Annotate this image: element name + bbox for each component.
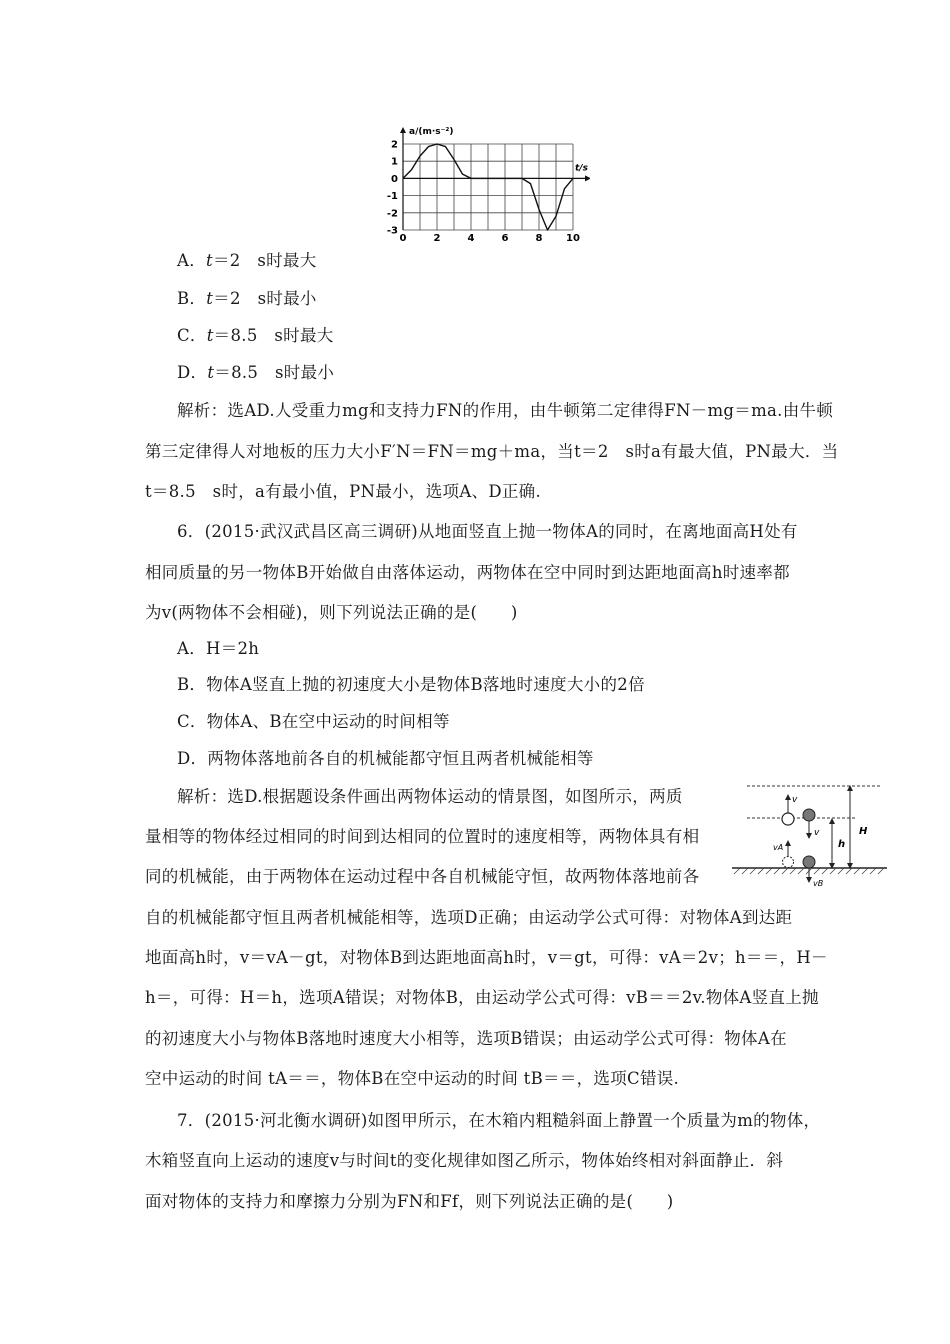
y-axis-label: a/(m·s⁻²) (409, 127, 454, 137)
y-tick-label: 2 (391, 139, 398, 151)
q5-option-d: D．t＝8.5 s时最小 (177, 363, 335, 382)
motion-diagram (722, 780, 892, 890)
y-tick-label: -1 (386, 191, 398, 203)
q5-option-a: A．t＝2 s时最大 (177, 251, 317, 270)
y-tick-label: 0 (391, 173, 398, 185)
label-vb: vB (813, 879, 824, 888)
q6-analysis-line-3: 同的机械能，由于两物体在运动过程中各自机械能守恒，故两物体落地前各 (145, 867, 700, 886)
label-v-top: v (792, 795, 798, 805)
q6-stem-line-1: 6．(2015·武汉武昌区高三调研)从地面竖直上抛一物体A的同时，在离地面高H处有 (177, 522, 798, 541)
x-tick-label: 0 (399, 233, 407, 244)
acceleration-chart (380, 122, 590, 248)
x-tick-label: 4 (467, 233, 475, 244)
chart-svg (380, 122, 590, 248)
q6-option-c: C．物体A、B在空中运动的时间相等 (177, 712, 450, 731)
ball-a-ground (783, 857, 794, 868)
q6-analysis-line-8: 空中运动的时间 tA＝＝，物体B在空中运动的时间 tB＝＝，选项C错误. (145, 1069, 680, 1088)
arrow-v-up-head (785, 794, 791, 800)
label-va: vA (773, 843, 784, 852)
y-tick-label: -3 (386, 225, 398, 237)
motion-diagram-svg (722, 780, 892, 890)
q6-stem-line-3: 为v(两物体不会相碰)，则下列说法正确的是( ) (145, 603, 518, 622)
ball-b-upper (803, 809, 815, 821)
label-v-mid: v (814, 828, 820, 838)
q6-option-d: D．两物体落地前各自的机械能都守恒且两者机械能相等 (177, 749, 594, 768)
x-tick-label: 10 (566, 233, 580, 244)
q6-analysis-line-6: h＝，可得：H＝h，选项A错误；对物体B，由运动学公式可得：vB＝＝2v.物体A竖直上抛 (145, 988, 819, 1007)
q5-analysis-line-2: 第三定律得人对地板的压力大小F′N＝FN＝mg＋ma，当t＝2 s时a有最大值，PN最大．当 (145, 442, 839, 461)
arrow-vb-head (806, 877, 812, 883)
x-tick-label: 6 (501, 233, 509, 244)
q5-analysis-line-1: 解析：选AD.人受重力mg和支持力FN的作用，由牛顿第二定律得FN－mg＝ma.由牛顿 (177, 401, 834, 420)
y-axis-arrow (400, 127, 406, 133)
label-h: h (838, 839, 846, 850)
label-H: H (859, 826, 868, 837)
y-tick-label: 1 (391, 156, 398, 168)
q7-line-1: 7．(2015·河北衡水调研)如图甲所示，在木箱内粗糙斜面上静置一个质量为m的物体， (177, 1111, 821, 1130)
ball-a-hollow (782, 813, 794, 825)
q7-line-2: 木箱竖直向上运动的速度v与时间t的变化规律如图乙所示，物体始终相对斜面静止．斜 (145, 1151, 784, 1170)
q6-analysis-line-2: 量相等的物体经过相同的时间到达相同的位置时的速度相等，两物体具有相 (145, 827, 700, 846)
q6-analysis-line-1: 解析：选D.根据题设条件画出两物体运动的情景图，如图所示，两质 (177, 787, 683, 806)
x-tick-label: 2 (433, 233, 441, 244)
y-tick-label: -2 (386, 208, 398, 220)
q6-option-b: B．物体A竖直上抛的初速度大小是物体B落地时速度大小的2倍 (177, 675, 645, 694)
x-axis-arrow (585, 175, 590, 181)
ball-b-ground (803, 856, 815, 868)
q5-option-c: C．t＝8.5 s时最大 (177, 326, 334, 345)
q6-analysis-line-5: 地面高h时，v＝vA－gt，对物体B到达距地面高h时，v＝gt，可得：vA＝2v；h＝＝，H－ (145, 948, 828, 967)
q5-option-b: B．t＝2 s时最小 (177, 289, 317, 308)
q5-analysis-line-3: t＝8.5 s时，a有最小值，PN最小，选项A、D正确. (145, 482, 542, 501)
q6-stem-line-2: 相同质量的另一物体B开始做自由落体运动，两物体在空中同时到达距地面高h时速率都 (145, 563, 790, 582)
x-axis-label: t/s (575, 163, 588, 174)
q6-option-a: A．H＝2h (177, 639, 260, 658)
q7-line-3: 面对物体的支持力和摩擦力分别为FN和Ff，则下列说法正确的是( ) (145, 1192, 674, 1211)
q6-analysis-line-7: 的初速度大小与物体B落地时速度大小相等，选项B错误；由运动学公式可得：物体A在 (145, 1029, 787, 1048)
arrow-v-down-head (806, 833, 812, 839)
x-tick-label: 8 (535, 233, 543, 244)
q6-analysis-line-4: 自的机械能都守恒且两者机械能相等，选项D正确；由运动学公式可得：对物体A到达距 (145, 908, 793, 927)
arrow-va-head (785, 840, 791, 846)
